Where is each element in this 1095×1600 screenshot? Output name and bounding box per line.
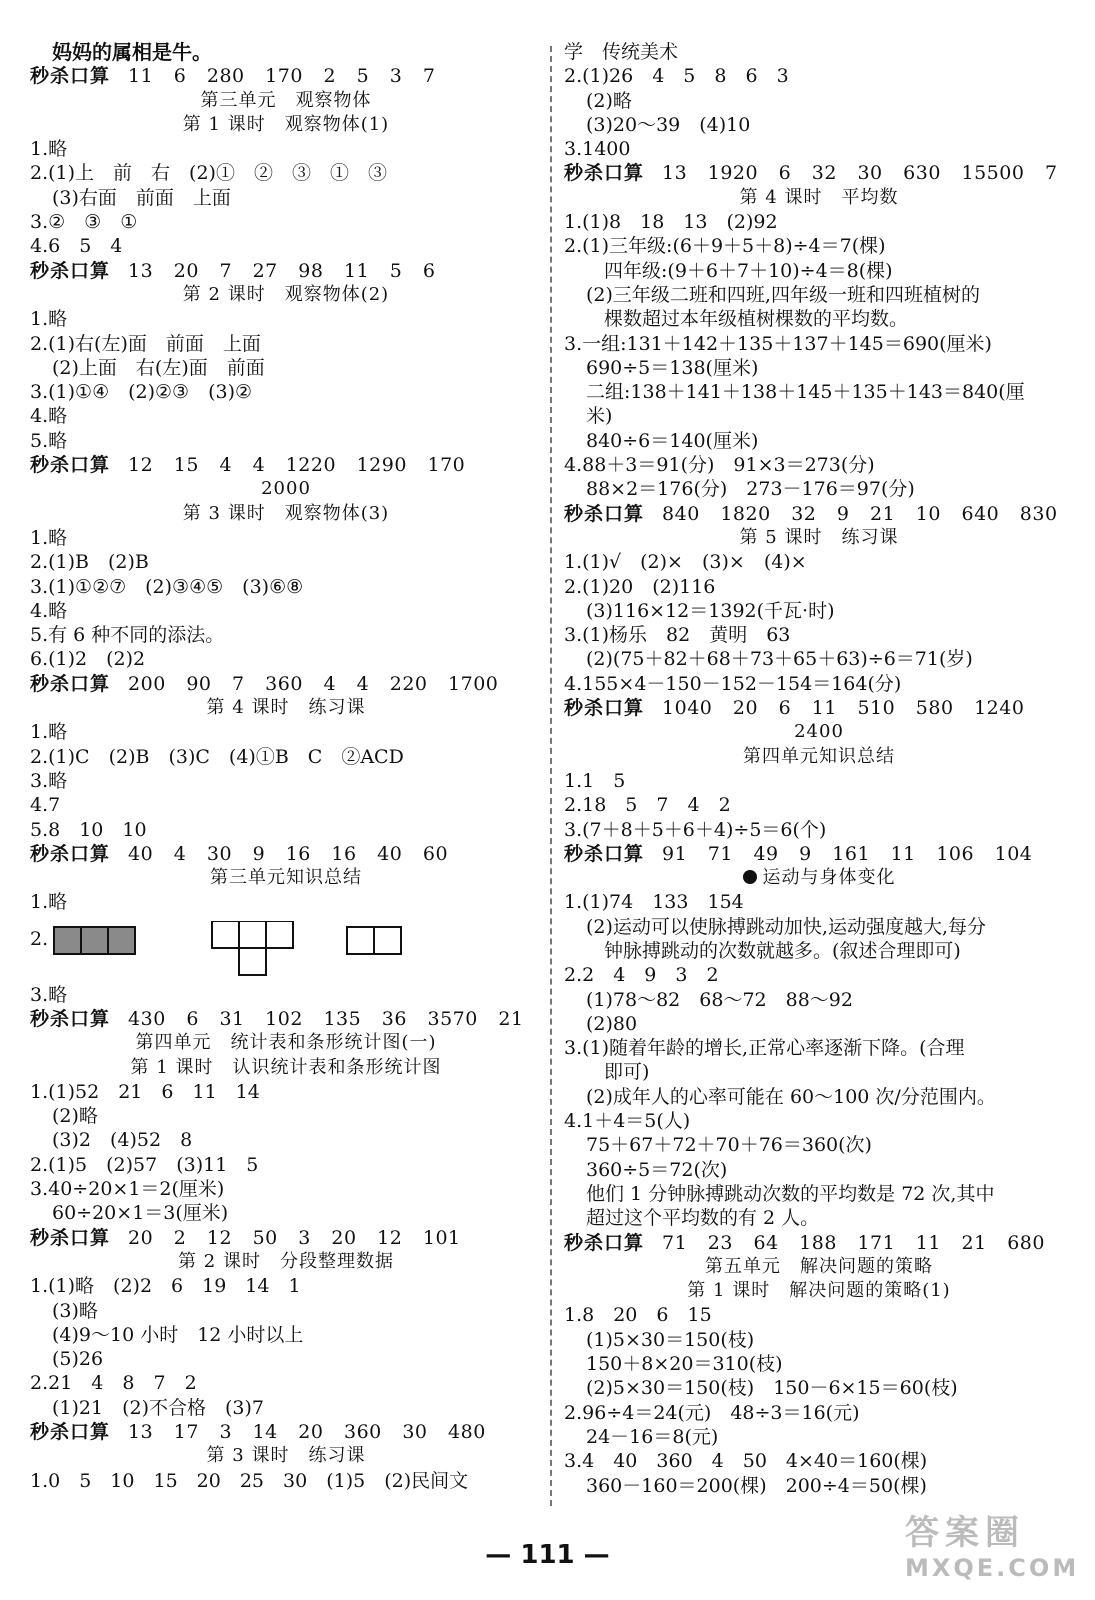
section-heading: 2400 bbox=[794, 721, 844, 743]
quick-calc-answers: 11 6 280 170 2 5 3 7 bbox=[128, 65, 436, 88]
answer-line: 4.1＋4＝5(人) bbox=[564, 1110, 691, 1133]
quick-calc-label: 秒杀口算 bbox=[30, 1421, 111, 1444]
answer-line: 2.(1)右(左)面 前面 上面 bbox=[30, 332, 261, 355]
answer-line: 1.(1)74 133 154 bbox=[564, 891, 744, 914]
answer-line: 四年级:(9＋6＋7＋10)÷4＝8(棵) bbox=[604, 259, 893, 282]
section-heading: 第 1 课时 观察物体(1) bbox=[182, 113, 390, 135]
view-square bbox=[108, 927, 135, 954]
answer-line: (2)略 bbox=[586, 89, 632, 112]
answer-line: 1.(1)8 18 13 (2)92 bbox=[564, 211, 778, 234]
quick-calc-row bbox=[30, 453, 542, 477]
answer-line: 3.(7＋8＋5＋6＋4)÷5＝6(个) bbox=[564, 818, 827, 841]
left-column bbox=[30, 40, 542, 1493]
answer-line: 4.88＋3＝91(分) 91×3＝273(分) bbox=[564, 454, 875, 477]
answer-line: 2.21 4 8 7 2 bbox=[30, 1372, 197, 1395]
quick-calc-answers: 200 90 7 360 4 4 220 1700 bbox=[128, 672, 499, 695]
quick-calc-row bbox=[30, 1420, 542, 1444]
answer-line: 88×2＝176(分) 273－176＝97(分) bbox=[586, 478, 915, 501]
answer-line: 3.(1)杨乐 82 黄明 63 bbox=[564, 624, 791, 647]
answer-line: (3)2 (4)52 8 bbox=[52, 1129, 193, 1152]
answer-line: 2.(1)B (2)B bbox=[30, 551, 149, 574]
quick-calc-label: 秒杀口算 bbox=[564, 697, 645, 720]
answer-line: (2)(75＋82＋68＋73＋65＋63)÷6＝71(岁) bbox=[586, 648, 973, 671]
watermark-title: 答案圈 bbox=[905, 1513, 1025, 1553]
answer-line: 3.(1)①④ (2)②③ (3)② bbox=[30, 381, 253, 404]
answer-line: (5)26 bbox=[52, 1348, 104, 1371]
answer-line: 1.略 bbox=[30, 138, 68, 161]
answer-line: 米) bbox=[586, 405, 613, 428]
quick-calc-answers: 40 4 30 9 16 16 40 60 bbox=[128, 842, 449, 865]
answer-line: 3.一组:131＋142＋135＋137＋145＝690(厘米) bbox=[564, 332, 992, 355]
view-square bbox=[239, 948, 266, 975]
quick-calc-row bbox=[564, 1231, 1074, 1255]
section-heading: 第五单元 解决问题的策略 bbox=[705, 1255, 933, 1277]
quick-calc-label: 秒杀口算 bbox=[30, 1007, 111, 1030]
section-heading: 第 3 课时 观察物体(3) bbox=[182, 502, 390, 524]
quick-calc-label: 秒杀口算 bbox=[30, 454, 111, 477]
answer-line: (2)80 bbox=[586, 1012, 638, 1035]
answer-line: 3.略 bbox=[30, 983, 68, 1006]
quick-calc-row bbox=[30, 64, 542, 88]
watermark-logo bbox=[905, 1505, 1085, 1595]
answer-line: 1.略 bbox=[30, 526, 68, 549]
answer-line: 4.略 bbox=[30, 599, 68, 622]
answer-line: 1.略 bbox=[30, 308, 68, 331]
section-heading: 第 2 课时 观察物体(2) bbox=[182, 283, 390, 305]
quick-calc-answers: 13 20 7 27 98 11 5 6 bbox=[128, 259, 436, 282]
view-square bbox=[266, 921, 293, 948]
answer-line: (4)9～10 小时 12 小时以上 bbox=[52, 1323, 304, 1346]
answer-line: 360－160＝200(棵) 200÷4＝50(棵) bbox=[586, 1474, 927, 1497]
section-heading: 第 2 课时 分段整理数据 bbox=[178, 1250, 394, 1272]
answer-line: 150＋8×20＝310(枝) bbox=[586, 1353, 783, 1376]
view-square bbox=[54, 927, 81, 954]
quick-calc-answers: 91 71 49 9 161 11 106 104 bbox=[662, 842, 1033, 865]
answer-line: 4.6 5 4 bbox=[30, 235, 123, 258]
answer-line: 4.155×4－150－152－154＝164(分) bbox=[564, 672, 902, 695]
answer-line: 840÷6＝140(厘米) bbox=[586, 429, 759, 452]
answer-line: 2.18 5 7 4 2 bbox=[564, 794, 731, 817]
answer-line: 360÷5＝72(次) bbox=[586, 1158, 728, 1181]
answer-line: 1.8 20 6 15 bbox=[564, 1304, 712, 1327]
watermark-url: MXQE.COM bbox=[905, 1554, 1080, 1582]
quick-calc-answers: 12 15 4 4 1220 1290 170 bbox=[128, 454, 466, 477]
answer-line: 1.1 5 bbox=[564, 769, 626, 792]
quick-calc-answers: 13 1920 6 32 30 630 15500 7 bbox=[662, 162, 1058, 185]
answer-line: 2.(1)C (2)B (3)C (4)①B C ②ACD bbox=[30, 745, 404, 768]
cube-view-diagrams bbox=[52, 921, 432, 977]
answer-line: 5.有 6 种不同的添法。 bbox=[30, 624, 225, 647]
answer-line: 棵数超过本年级植树棵数的平均数。 bbox=[604, 308, 909, 331]
answer-line: (2)成年人的心率可能在 60～100 次/分范围内。 bbox=[586, 1085, 996, 1108]
quick-calc-row bbox=[564, 161, 1074, 185]
quick-calc-row bbox=[564, 696, 1074, 720]
answer-line: (1)5×30＝150(枝) bbox=[586, 1328, 755, 1351]
section-heading: 第四单元知识总结 bbox=[743, 745, 895, 767]
answer-line: 75＋67＋72＋70＋76＝360(次) bbox=[586, 1134, 872, 1157]
answer-line: 3.1400 bbox=[564, 138, 631, 161]
section-heading: 第三单元 观察物体 bbox=[200, 89, 372, 111]
answer-line: 3.略 bbox=[30, 769, 68, 792]
quick-calc-row bbox=[30, 1226, 542, 1250]
answer-line: 1.(1)52 21 6 11 14 bbox=[30, 1080, 260, 1103]
quick-calc-row bbox=[30, 672, 542, 696]
quick-calc-answers: 1040 20 6 11 510 580 1240 bbox=[662, 697, 1025, 720]
section-heading: 第 4 课时 练习课 bbox=[206, 697, 366, 719]
answer-line: (2)运动可以使脉搏跳动加快,运动强度越大,每分 bbox=[586, 915, 986, 938]
answer-line: 2.(1)5 (2)57 (3)11 5 bbox=[30, 1153, 259, 1176]
answer-line: 4.略 bbox=[30, 405, 68, 428]
section-heading: 第 5 课时 练习课 bbox=[739, 526, 899, 548]
answer-line: 3.(1)随着年龄的增长,正常心率逐渐下降。(合理 bbox=[564, 1037, 965, 1060]
view-shapes-answer bbox=[30, 915, 542, 983]
quick-calc-row bbox=[30, 1007, 542, 1031]
right-column bbox=[564, 40, 1074, 1498]
section-heading: 第三单元知识总结 bbox=[210, 867, 362, 889]
quick-calc-label: 秒杀口算 bbox=[564, 162, 645, 185]
answer-line: (2)三年级二班和四班,四年级一班和四班植树的 bbox=[586, 283, 980, 306]
quick-calc-row bbox=[30, 259, 542, 283]
answer-line: 3.4 40 360 4 50 4×40＝160(棵) bbox=[564, 1450, 928, 1473]
answer-line: (2)5×30＝150(枝) 150－6×15＝60(枝) bbox=[586, 1377, 958, 1400]
answer-line: 5.略 bbox=[30, 429, 68, 452]
answer-line: 1.(1)略 (2)2 6 19 14 1 bbox=[30, 1275, 301, 1298]
answer-line: 学 传统美术 bbox=[564, 41, 679, 63]
answer-line: 5.8 10 10 bbox=[30, 818, 147, 841]
quick-calc-label: 秒杀口算 bbox=[564, 1231, 645, 1254]
view-square bbox=[81, 927, 108, 954]
answer-line: 2.(1)20 (2)116 bbox=[564, 575, 716, 598]
quick-calc-label: 秒杀口算 bbox=[30, 259, 111, 282]
answer-line: 1.0 5 10 15 20 25 30 (1)5 (2)民间文 bbox=[30, 1469, 469, 1492]
section-heading: 第 4 课时 平均数 bbox=[739, 186, 899, 208]
answer-line: 二组:138＋141＋138＋145＋135＋143＝840(厘 bbox=[586, 381, 1025, 404]
topic-heading bbox=[564, 866, 1074, 890]
quick-calc-row bbox=[30, 842, 542, 866]
quick-calc-answers: 71 23 64 188 171 11 21 680 bbox=[662, 1231, 1045, 1254]
answer-line: (1)78～82 68～72 88～92 bbox=[586, 988, 853, 1011]
section-heading: 第 3 课时 练习课 bbox=[206, 1445, 366, 1467]
answer-line: 6.(1)2 (2)2 bbox=[30, 648, 146, 671]
quick-calc-row bbox=[564, 842, 1074, 866]
answer-line: 1.略 bbox=[30, 891, 68, 914]
section-heading: 第 1 课时 解决问题的策略(1) bbox=[687, 1280, 951, 1302]
view-square bbox=[239, 921, 266, 948]
section-heading: 第四单元 统计表和条形统计图(一) bbox=[135, 1032, 437, 1054]
answer-line: (2)略 bbox=[52, 1105, 98, 1128]
column-divider bbox=[550, 46, 552, 1506]
answer-line: 2.(1)26 4 5 8 6 3 bbox=[564, 65, 789, 88]
answer-line: (3)右面 前面 上面 bbox=[52, 186, 231, 209]
answer-line: 钟脉搏跳动的次数就越多。(叙述合理即可) bbox=[604, 939, 961, 962]
topic-heading-text: 运动与身体变化 bbox=[762, 867, 896, 889]
answer-line: 2.96÷4＝24(元) 48÷3＝16(元) bbox=[564, 1401, 860, 1424]
answer-line: (3)略 bbox=[52, 1299, 98, 1322]
answer-line: 3.② ③ ① bbox=[30, 211, 138, 234]
answer-line: 2.2 4 9 3 2 bbox=[564, 964, 719, 987]
question-number: 2. bbox=[30, 927, 49, 950]
answer-line: 妈妈的属相是牛。 bbox=[52, 40, 212, 64]
quick-calc-label: 秒杀口算 bbox=[30, 842, 111, 865]
answer-line: (1)21 (2)不合格 (3)7 bbox=[52, 1396, 265, 1419]
answer-line: 2.(1)上 前 右 (2)① ② ③ ① ③ bbox=[30, 162, 387, 185]
answer-line: 3.(1)①②⑦ (2)③④⑤ (3)⑥⑧ bbox=[30, 575, 304, 598]
answer-line: 60÷20×1＝3(厘米) bbox=[52, 1202, 229, 1225]
answer-line: 1.(1)√ (2)× (3)× (4)× bbox=[564, 551, 807, 574]
quick-calc-label: 秒杀口算 bbox=[30, 672, 111, 695]
bullet-dot-icon bbox=[743, 870, 757, 884]
quick-calc-answers: 840 1820 32 9 21 10 640 830 bbox=[662, 502, 1058, 525]
answer-line: 690÷5＝138(厘米) bbox=[586, 356, 759, 379]
section-heading: 第 1 课时 认识统计表和条形统计图 bbox=[130, 1056, 442, 1078]
view-square bbox=[212, 921, 239, 948]
view-square bbox=[374, 927, 401, 954]
section-heading: 2000 bbox=[261, 478, 311, 500]
quick-calc-label: 秒杀口算 bbox=[564, 502, 645, 525]
answer-line: (3)20～39 (4)10 bbox=[586, 113, 751, 136]
quick-calc-answers: 430 6 31 102 135 36 3570 21 bbox=[128, 1007, 524, 1030]
quick-calc-label: 秒杀口算 bbox=[30, 1226, 111, 1249]
answer-line: (3)116×12＝1392(千瓦·时) bbox=[586, 599, 835, 622]
answer-line: 他们 1 分钟脉搏跳动次数的平均数是 72 次,其中 bbox=[586, 1182, 995, 1205]
quick-calc-answers: 13 17 3 14 20 360 30 480 bbox=[128, 1421, 486, 1444]
quick-calc-row bbox=[564, 502, 1074, 526]
view-square bbox=[347, 927, 374, 954]
answer-line: 超过这个平均数的有 2 人。 bbox=[586, 1207, 820, 1230]
answer-line: 即可) bbox=[604, 1061, 650, 1084]
answer-line: 2.(1)三年级:(6＋9＋5＋8)÷4＝7(棵) bbox=[564, 235, 886, 258]
answer-line: 24－16＝8(元) bbox=[586, 1425, 719, 1448]
quick-calc-label: 秒杀口算 bbox=[30, 65, 111, 88]
quick-calc-label: 秒杀口算 bbox=[564, 842, 645, 865]
quick-calc-answers: 20 2 12 50 3 20 12 101 bbox=[128, 1226, 461, 1249]
page-number: — 111 — bbox=[485, 1540, 610, 1570]
answer-line: 1.略 bbox=[30, 721, 68, 744]
answer-line: 3.40÷20×1＝2(厘米) bbox=[30, 1178, 225, 1201]
answer-line: (2)上面 右(左)面 前面 bbox=[52, 356, 265, 379]
answer-line: 4.7 bbox=[30, 794, 61, 817]
